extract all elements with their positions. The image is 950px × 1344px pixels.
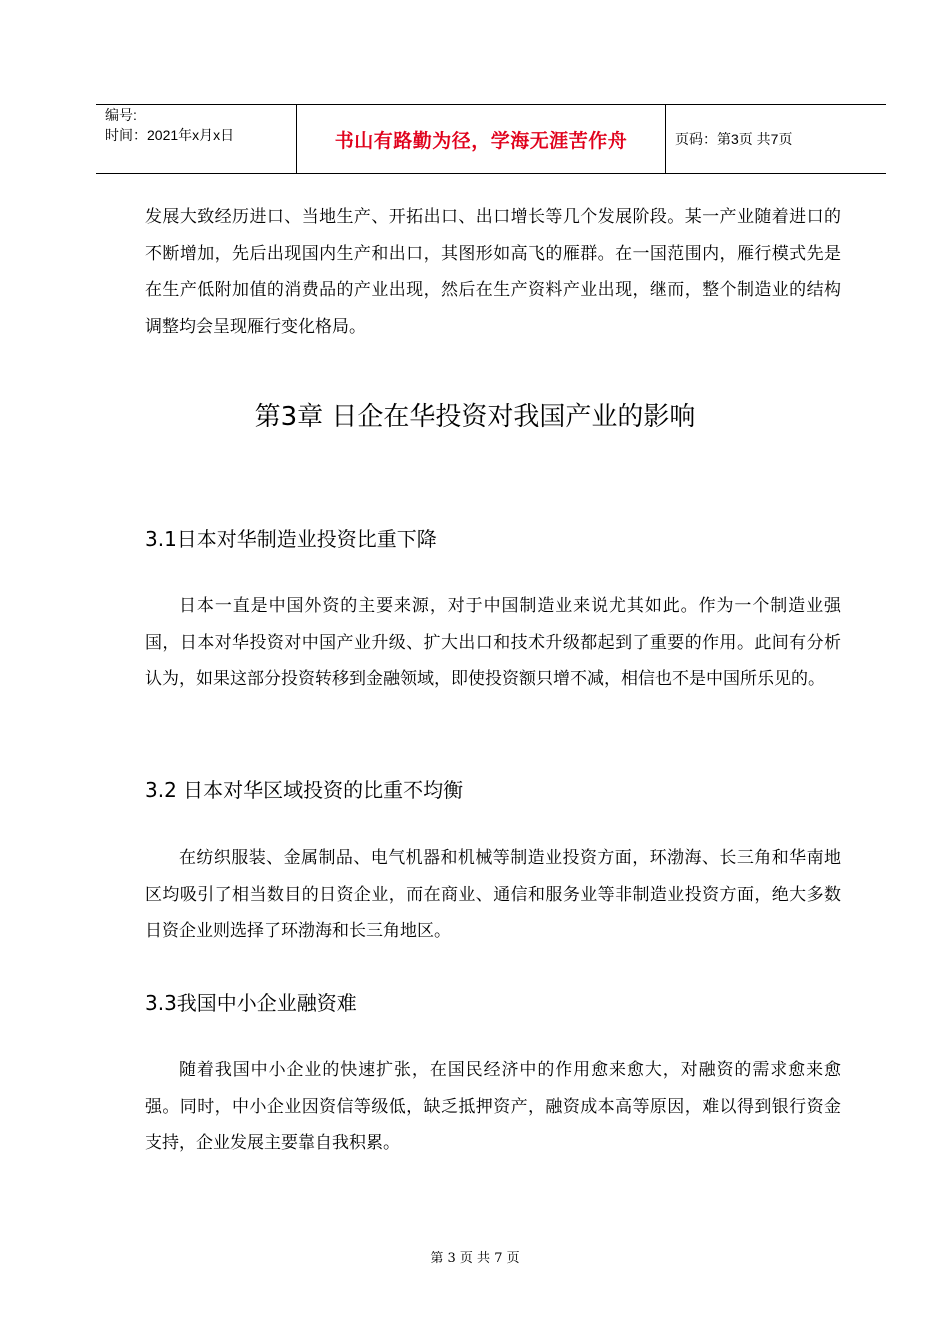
header-page-cell [666, 105, 886, 173]
header-motto-cell [297, 105, 666, 173]
header-meta-cell [96, 105, 297, 173]
section-heading-3-3: 3.3我国中小企业融资难 [145, 991, 357, 1015]
motto-text: 书山有路勤为径，学海无涯苦作舟 [334, 129, 628, 152]
intro-paragraph: 发展大致经历进口、当地生产、开拓出口、出口增长等几个发展阶段。某一产业随着进口的不断增加，先后出现国内生产和出口，其图形如高飞的雁群。在一国范围内，雁行模式先是在生产低附加值的消费品的产业出现，然后在生产资料产业出现，继而，整个制造业的结构调整均会呈现雁行变化格局。 [145, 207, 841, 337]
time-label: 时间：2021年x月x日 [105, 127, 235, 143]
section-body-3-1: 日本一直是中国外资的主要来源，对于中国制造业来说尤其如此。作为一个制造业强国，日本对华投资对中国产业升级、扩大出口和技术升级都起到了重要的作用。此间有分析认为，如果这部分投资转移到金融领域，即使投资额只增不减，相信也不是中国所乐见的。 [145, 596, 841, 689]
serial-number-label: 编号: [105, 107, 137, 123]
section-body-3-3: 随着我国中小企业的快速扩张，在国民经济中的作用愈来愈大，对融资的需求愈来愈强。同时，中小企业因资信等级低，缺乏抵押资产，融资成本高等原因，难以得到银行资金支持，企业发展主要靠自我积累。 [145, 1060, 841, 1153]
page-number-info: 页码：第3页 共7页 [675, 131, 793, 147]
section-body-3-2: 在纺织服装、金属制品、电气机器和机械等制造业投资方面，环渤海、长三角和华南地区均吸引了相当数目的日资企业，而在商业、通信和服务业等非制造业投资方面，绝大多数日资企业则选择了环渤海和长三角地区。 [145, 848, 841, 941]
page-footer: 第 3 页 共 7 页 [430, 1251, 520, 1266]
section-heading-3-1: 3.1日本对华制造业投资比重下降 [145, 527, 437, 551]
chapter-title: 第3章 日企在华投资对我国产业的影响 [254, 402, 696, 432]
section-heading-3-2: 3.2 日本对华区域投资的比重不均衡 [145, 778, 464, 802]
page-header [96, 104, 886, 174]
